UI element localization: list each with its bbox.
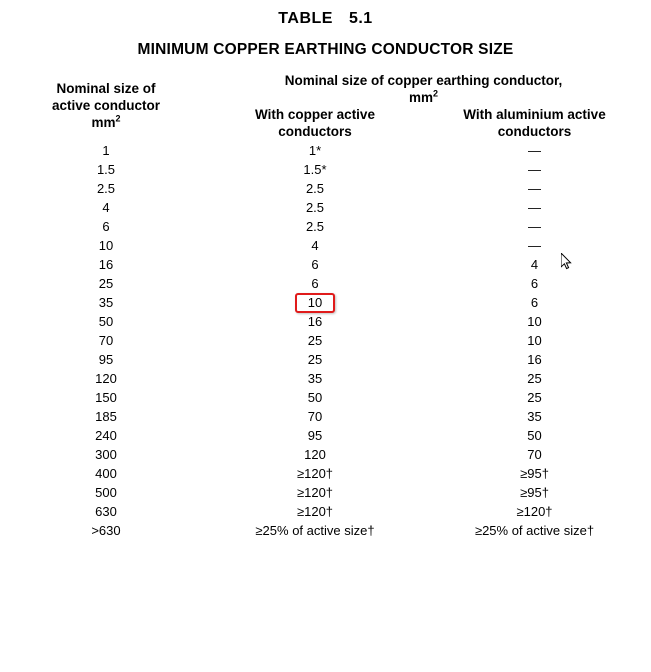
cell-aluminium: — <box>528 142 541 158</box>
table-label: TABLE <box>278 10 333 27</box>
cell-active: 630 <box>95 503 117 519</box>
group-copper-cell <box>204 255 426 312</box>
table-number: 5.1 <box>348 10 373 27</box>
cell-aluminium: ≥95† <box>520 484 549 500</box>
cell-active: 150 <box>95 389 117 405</box>
cell-active: >630 <box>91 522 121 538</box>
cell-copper: 4 <box>311 237 319 253</box>
cell-copper: 2.5 <box>305 180 325 196</box>
table-group <box>8 426 643 483</box>
cell-aluminium: 25 <box>527 370 542 386</box>
group-active-cell <box>8 255 204 312</box>
group-aluminium-cell <box>426 198 643 255</box>
cell-active: 35 <box>98 294 114 310</box>
cell-aluminium: ≥95† <box>520 465 549 481</box>
cell-copper: 6 <box>311 256 319 272</box>
group-copper-cell <box>204 198 426 255</box>
cell-active: 6 <box>102 218 110 234</box>
group-copper-cell <box>204 369 426 426</box>
cell-aluminium: 10 <box>527 313 542 329</box>
cell-aluminium: — <box>528 180 541 196</box>
cell-copper-highlighted: 10 <box>295 293 335 313</box>
group-aluminium-cell <box>426 255 643 312</box>
cell-aluminium: — <box>528 218 541 234</box>
table-title: MINIMUM COPPER EARTHING CONDUCTOR SIZE <box>137 41 514 58</box>
cell-aluminium: ≥25% of active size† <box>474 522 595 538</box>
header-copper-active <box>204 107 426 141</box>
cell-aluminium: ≥120† <box>516 503 553 519</box>
group-aluminium-cell <box>426 312 643 369</box>
group-copper-cell <box>204 426 426 483</box>
cell-copper: ≥120† <box>296 503 334 519</box>
header-row-top <box>8 73 643 107</box>
cell-copper: 6 <box>311 275 319 291</box>
cell-copper: 16 <box>307 313 323 329</box>
group-active-cell <box>8 426 204 483</box>
cell-aluminium: 70 <box>527 446 542 462</box>
cell-active: 70 <box>98 332 114 348</box>
cell-active: 1.5 <box>96 161 116 177</box>
header-copper-line1: With copper active <box>255 106 375 122</box>
group-active-cell <box>8 369 204 426</box>
cell-active: 2.5 <box>96 180 116 196</box>
cell-active: 120 <box>95 370 117 386</box>
cell-active: 16 <box>98 256 114 272</box>
cell-aluminium: 25 <box>527 389 542 405</box>
cell-active: 4 <box>102 199 110 215</box>
header-active-unit-sup: 2 <box>115 113 121 124</box>
conductor-size-table <box>8 73 643 540</box>
cell-copper: ≥120† <box>296 484 334 500</box>
group-active-cell <box>8 141 204 198</box>
cell-active: 95 <box>98 351 114 367</box>
group-aluminium-cell <box>426 426 643 483</box>
header-span-line2 <box>204 90 643 107</box>
header-span-unit-sup: 2 <box>433 88 439 99</box>
group-active-cell <box>8 483 204 540</box>
cell-active: 185 <box>95 408 117 424</box>
cell-copper: 25 <box>307 351 323 367</box>
cell-aluminium: 10 <box>527 332 542 348</box>
cell-copper: 25 <box>307 332 323 348</box>
group-copper-cell <box>204 141 426 198</box>
group-copper-cell <box>204 312 426 369</box>
cell-copper: 50 <box>307 389 323 405</box>
header-earthing-conductor-span <box>204 73 643 107</box>
group-active-cell <box>8 198 204 255</box>
header-active-line1: Nominal size of <box>56 81 156 97</box>
table-caption <box>8 10 643 28</box>
table-group <box>8 312 643 369</box>
header-alu-line2: conductors <box>497 123 572 139</box>
cell-copper: 2.5 <box>305 199 325 215</box>
header-active-conductor <box>8 73 204 141</box>
cell-active: 25 <box>98 275 114 291</box>
table-group <box>8 483 643 540</box>
header-active-line3 <box>8 115 204 132</box>
cell-active: 500 <box>95 484 117 500</box>
header-active-line2: active conductor <box>51 98 161 114</box>
cell-copper: ≥25% of active size† <box>255 522 375 538</box>
group-copper-cell <box>204 483 426 540</box>
highlight-box[interactable] <box>295 293 335 313</box>
cell-aluminium: 6 <box>530 275 539 291</box>
cell-copper: 2.5 <box>305 218 325 234</box>
cell-aluminium: — <box>528 161 541 177</box>
cell-active: 1 <box>102 142 110 158</box>
table-group <box>8 369 643 426</box>
cell-copper: 1.5* <box>303 161 327 177</box>
group-aluminium-cell <box>426 141 643 198</box>
cell-copper: 35 <box>307 370 323 386</box>
cell-copper-highlighted-wrap <box>204 293 426 312</box>
cell-aluminium: 4 <box>530 256 539 272</box>
table-header <box>8 73 643 141</box>
header-span-unit: mm <box>408 89 433 105</box>
cell-aluminium: — <box>528 237 541 253</box>
cell-copper: ≥120† <box>296 465 334 481</box>
cell-aluminium: 6 <box>530 294 539 310</box>
header-copper-line2: conductors <box>278 123 352 139</box>
group-aluminium-cell <box>426 369 643 426</box>
cell-copper: 70 <box>307 408 323 424</box>
title-block <box>8 0 643 59</box>
cell-aluminium: 16 <box>527 351 542 367</box>
table-group <box>8 198 643 255</box>
table-group <box>8 255 643 312</box>
cell-active: 50 <box>98 313 114 329</box>
cell-aluminium: 50 <box>527 427 542 443</box>
header-aluminium-active <box>426 107 643 141</box>
table-group <box>8 141 643 198</box>
cell-aluminium: 35 <box>527 408 542 424</box>
table-body <box>8 141 643 540</box>
cell-copper: 95 <box>307 427 323 443</box>
cell-active: 240 <box>95 427 117 443</box>
cell-active: 300 <box>95 446 117 462</box>
cell-active: 10 <box>98 237 114 253</box>
header-span-line1: Nominal size of copper earthing conductor, <box>284 73 563 88</box>
header-active-unit: mm <box>91 115 116 131</box>
cell-aluminium: — <box>528 199 541 215</box>
group-aluminium-cell <box>426 483 643 540</box>
cell-active: 400 <box>95 465 117 481</box>
cell-copper: 120 <box>304 446 326 462</box>
cell-copper: 1* <box>308 142 322 158</box>
group-active-cell <box>8 312 204 369</box>
header-alu-line1: With aluminium active <box>463 106 606 122</box>
